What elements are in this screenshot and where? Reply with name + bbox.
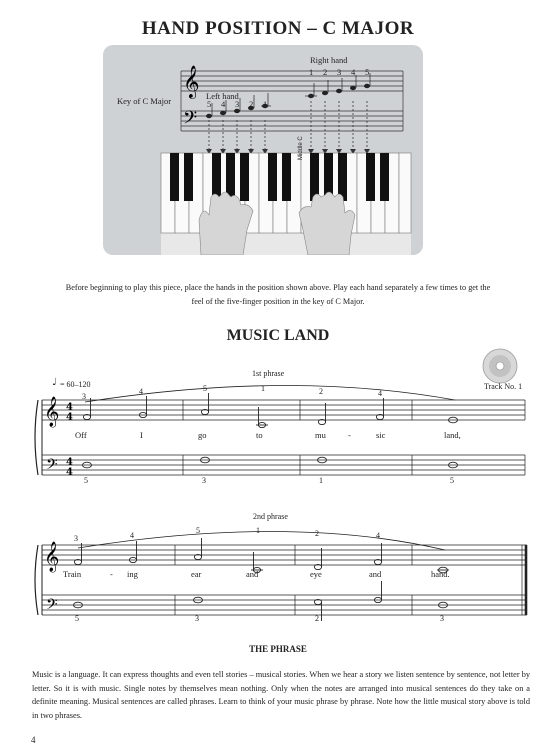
left-hand-label: Left hand (206, 91, 239, 101)
s1-finger-top: 2 (319, 387, 323, 396)
s1-finger-bottom: 3 (202, 476, 206, 485)
s2-finger-top: 5 (196, 526, 200, 535)
left-finger-4: 4 (221, 99, 226, 109)
s2-finger-top: 2 (315, 529, 319, 538)
left-finger-1: 1 (263, 99, 268, 109)
s2-lyric: ear (191, 569, 202, 579)
page-title: HAND POSITION – C MAJOR (141, 18, 415, 39)
s1-finger-top: 4 (139, 387, 143, 396)
s2-lyric: and (369, 569, 382, 579)
quarter-note-icon: ♩ (52, 377, 57, 388)
svg-text:4: 4 (66, 412, 73, 423)
page-number: 4 (31, 735, 36, 745)
treble-clef-icon: 𝄞 (183, 65, 200, 98)
section-heading: THE PHRASE (249, 644, 307, 654)
s2-finger-top: 1 (256, 526, 260, 535)
right-finger-3: 3 (337, 67, 342, 77)
left-finger-3: 3 (235, 99, 240, 109)
track-number: Track No. 1 (484, 382, 523, 391)
svg-text:𝄞: 𝄞 (44, 542, 60, 572)
s1-finger-bottom: 1 (319, 476, 323, 485)
svg-text:𝄞: 𝄞 (44, 397, 60, 427)
right-finger-4: 4 (351, 67, 356, 77)
s1-finger-top: 1 (261, 384, 265, 393)
svg-text:4: 4 (66, 467, 73, 478)
left-finger-5: 5 (207, 99, 212, 109)
s2-lyric: Train (63, 569, 82, 579)
s1-lyric: Off (75, 430, 87, 440)
bass-clef-icon: 𝄢 (183, 108, 198, 133)
s1-lyric: mu (315, 430, 326, 440)
s1-lyric: to (256, 430, 263, 440)
s2-finger-bottom: 3 (195, 614, 199, 623)
s2-finger-top: 3 (74, 534, 78, 543)
svg-text:𝄢: 𝄢 (46, 456, 58, 477)
svg-text:4: 4 (66, 457, 73, 468)
body-paragraph: Music is a language. It can express thoughts and even tell stories – musical stories. When we hear a story we listen sentence by sentence, not letter by letter. So it is with music. Single notes by themselves mean nothing. Only when the notes are arranged into musical sentences do they take on a definite meaning. Musical sentences are called phrases. Learn to think of your music phrase by phrase. Note how the little musical story above is told in two phrases. (32, 670, 530, 721)
left-finger-2: 2 (249, 99, 254, 109)
key-label: Key of C Major (117, 96, 172, 106)
s1-finger-top: 3 (82, 392, 86, 401)
intro-text: Before beginning to play this piece, place the hands in the position shown above. Play each hand separately a few times to get the feel of the five-finger position in the key of C Major. (65, 283, 491, 306)
s2-lyric: - (110, 569, 113, 579)
s1-lyric: sic (376, 430, 386, 440)
middle-c-label: Middle C (298, 136, 304, 160)
s1-lyric: - (348, 430, 351, 440)
s1-lyric: go (198, 430, 207, 440)
right-hand-label: Right hand (310, 55, 348, 65)
s1-finger-top: 5 (203, 384, 207, 393)
s2-finger-top: 4 (376, 531, 380, 540)
svg-text:𝄢: 𝄢 (46, 596, 58, 617)
phrase-2-label: 2nd phrase (253, 512, 288, 521)
s1-finger-bottom: 5 (450, 476, 454, 485)
tempo-marking: = 60–120 (60, 380, 91, 389)
piece-title: MUSIC LAND (226, 327, 330, 344)
s2-finger-bottom: 3 (440, 614, 444, 623)
s1-finger-bottom: 5 (84, 476, 88, 485)
right-finger-2: 2 (323, 67, 328, 77)
s1-finger-top: 4 (378, 389, 382, 398)
right-finger-1: 1 (309, 67, 314, 77)
s1-lyric: land, (444, 430, 461, 440)
s2-lyric: eye (310, 569, 322, 579)
s2-finger-bottom: 5 (75, 614, 79, 623)
svg-text:4: 4 (66, 402, 73, 413)
s2-lyric: hand. (431, 569, 450, 579)
phrase-1-label: 1st phrase (252, 369, 285, 378)
s2-lyric: ing (127, 569, 138, 579)
s1-lyric: I (140, 430, 143, 440)
right-finger-5: 5 (365, 67, 370, 77)
s2-lyric: and (246, 569, 259, 579)
s2-finger-bottom: 2 (315, 614, 319, 623)
s2-finger-top: 4 (130, 531, 134, 540)
